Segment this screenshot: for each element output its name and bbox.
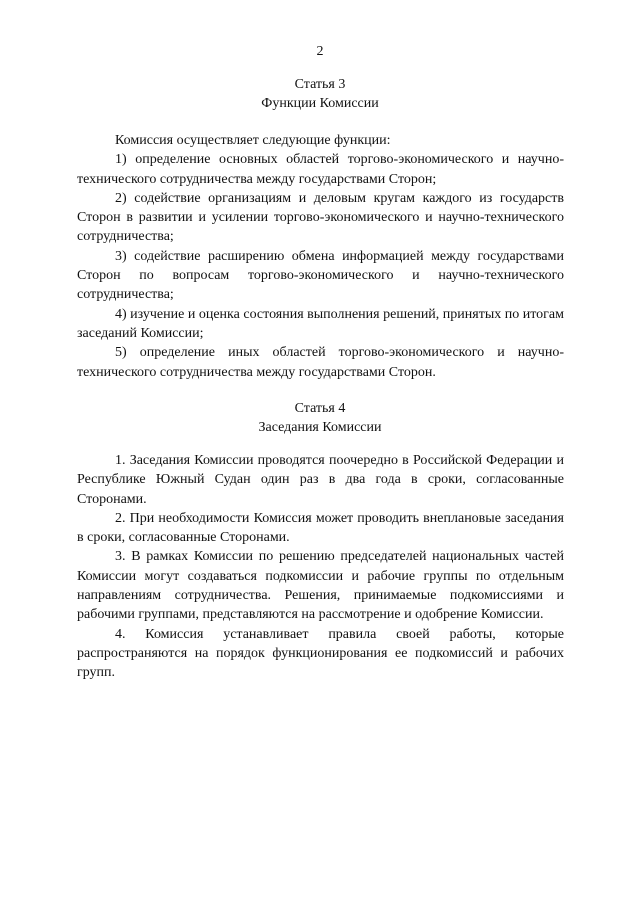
article-3-item-4: 4) изучение и оценка состояния выполнения решений, принятых по итогам заседаний Комиссии;	[77, 306, 564, 341]
article-4-item-4: 4. Комиссия устанавливает правила своей работы, которые распространяются на порядок функционирования ее подкомиссий и рабочих групп.	[77, 626, 564, 681]
article-4-heading	[0, 399, 640, 437]
article-3-heading	[0, 75, 640, 113]
article-3-body	[77, 131, 564, 382]
article-4-item-1: 1. Заседания Комиссии проводятся поочередно в Российской Федерации и Республике Южный Судан один раз в два года в сроки, согласованные Сторонами.	[77, 453, 564, 507]
article-4-label: Статья 4	[294, 401, 346, 416]
article-3-item-2: 2) содействие организациям и деловым кругам каждого из государств Сторон в развитии и усилении торгово-экономического и научно-технического сотрудничества;	[77, 190, 564, 245]
article-4-item-2: 2. При необходимости Комиссия может проводить внеплановые заседания в сроки, согласованные Сторонами.	[77, 510, 564, 546]
article-3-item-1: 1) определение основных областей торгово-экономического и научно-технического сотрудничества между государствами Сторон;	[77, 152, 564, 187]
article-4-body	[77, 451, 564, 683]
article-3-label: Статья 3	[294, 77, 346, 92]
article-3-item-3: 3) содействие расширению обмена информацией между государствами Сторон по вопросам торгово-экономического и научно-технического сотрудничества;	[77, 248, 564, 303]
article-4-item-3: 3. В рамках Комиссии по решению председателей национальных частей Комиссии могут создаваться подкомиссии и рабочие группы по отдельным направлениям сотрудничества. Решения, принимаемые подкомиссиями и рабочими группами, представляются на рассмотрение и одобрение Комиссии.	[77, 549, 564, 623]
article-3-title: Функции Комиссии	[261, 96, 379, 111]
article-3-intro: Комиссия осуществляет следующие функции:	[115, 133, 391, 148]
article-4-title: Заседания Комиссии	[258, 420, 382, 435]
page-number: 2	[316, 44, 324, 59]
article-3-item-5: 5) определение иных областей торгово-экономического и научно-технического сотрудничества между государствами Сторон.	[77, 345, 564, 380]
